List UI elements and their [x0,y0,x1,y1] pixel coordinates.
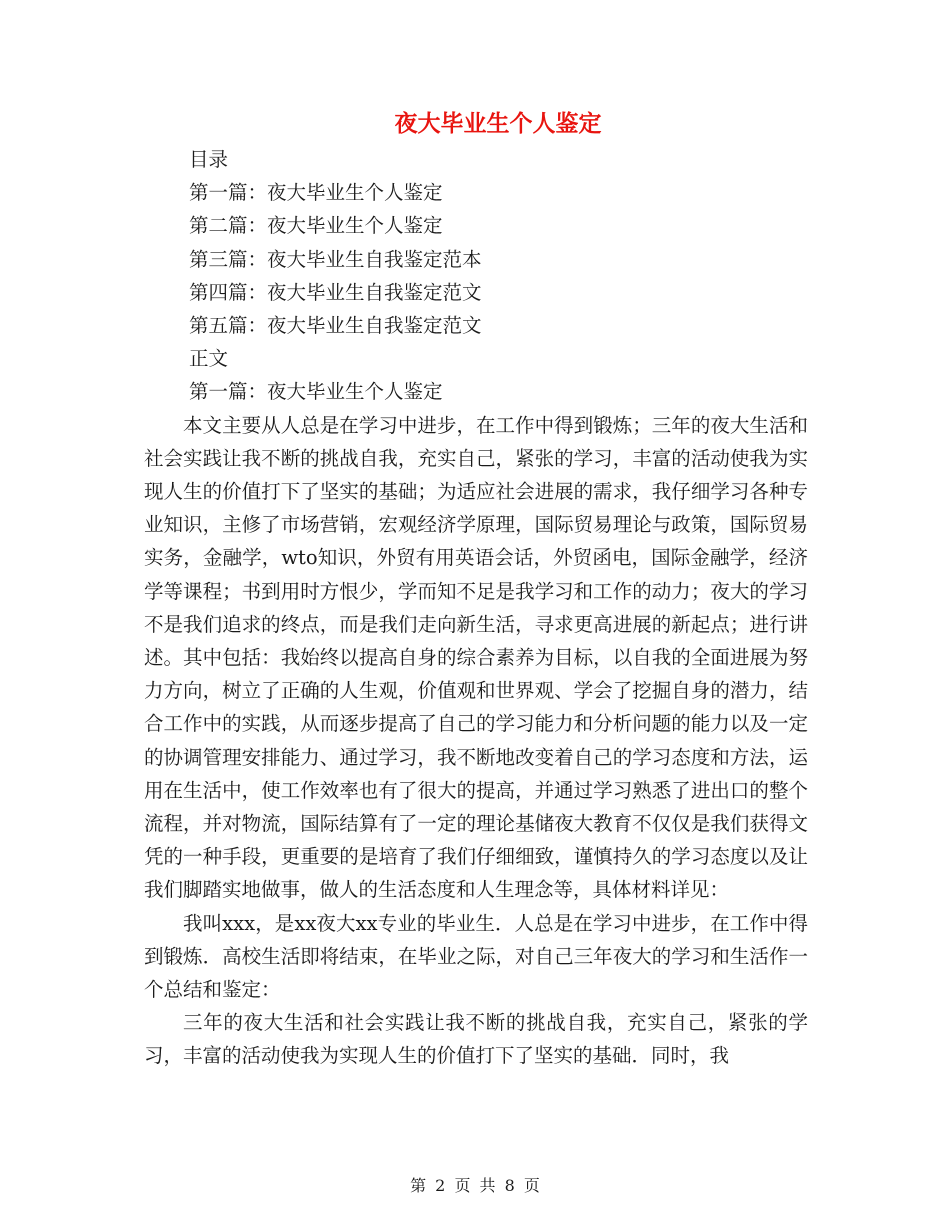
body-paragraph: 本文主要从人总是在学习中进步，在工作中得到锻炼；三年的夜大生活和社会实践让我不断的挑战自我，充实自己，紧张的学习，丰富的活动使我为实现人生的价值打下了坚实的基础；为适应社会进展的需求，我仔细学习各种专业知识，主修了市场营销，宏观经济学原理，国际贸易理论与政策，国际贸易实务，金融学，wto知识，外贸有用英语会话，外贸函电，国际金融学，经济学等课程；书到用时方恨少，学而知不足是我学习和工作的动力；夜大的学习不是我们追求的终点，而是我们走向新生活，寻求更高进展的新起点；进行讲述。其中包括：我始终以提高自身的综合素养为目标，以自我的全面进展为努力方向，树立了正确的人生观，价值观和世界观、学会了挖掘自身的潜力，结合工作中的实践，从而逐步提高了自己的学习能力和分析问题的能力以及一定的协调管理安排能力、通过学习，我不断地改变着自己的学习态度和方法，运用在生活中，使工作效率也有了很大的提高，并通过学习熟悉了进出口的整个流程，并对物流，国际结算有了一定的理论基储夜大教育不仅仅是我们获得文凭的一种手段，更重要的是培育了我们仔细细致，谨慎持久的学习态度以及让我们脚踏实地做事，做人的生活态度和人生理念等，具体材料详见： [144,413,808,902]
toc-item: 第一篇：夜大毕业生个人鉴定 [189,181,443,205]
document-body [144,143,808,1073]
body-paragraph: 我叫xxx，是xx夜大xx专业的毕业生．人总是在学习中进步，在工作中得到锻炼．高校生活即将结束，在毕业之际，对自己三年夜大的学习和生活作一个总结和鉴定： [144,911,808,1002]
toc-item: 第四篇：夜大毕业生自我鉴定范文 [189,280,482,304]
body-paragraph: 三年的夜大生活和社会实践让我不断的挑战自我，充实自己，紧张的学习，丰富的活动使我为实现人生的价值打下了坚实的基础．同时，我 [144,1011,808,1068]
toc-item: 第五篇：夜大毕业生自我鉴定范文 [189,314,482,338]
section-heading: 第一篇：夜大毕业生个人鉴定 [189,380,443,404]
toc-item: 第三篇：夜大毕业生自我鉴定范本 [189,247,482,271]
toc-item: 第二篇：夜大毕业生个人鉴定 [189,214,443,238]
body-heading: 正文 [189,347,229,371]
document-title: 夜大毕业生个人鉴定 [394,110,602,137]
page-number-footer: 第 2 页 共 8 页 [410,1176,540,1195]
toc-heading: 目录 [189,148,229,171]
